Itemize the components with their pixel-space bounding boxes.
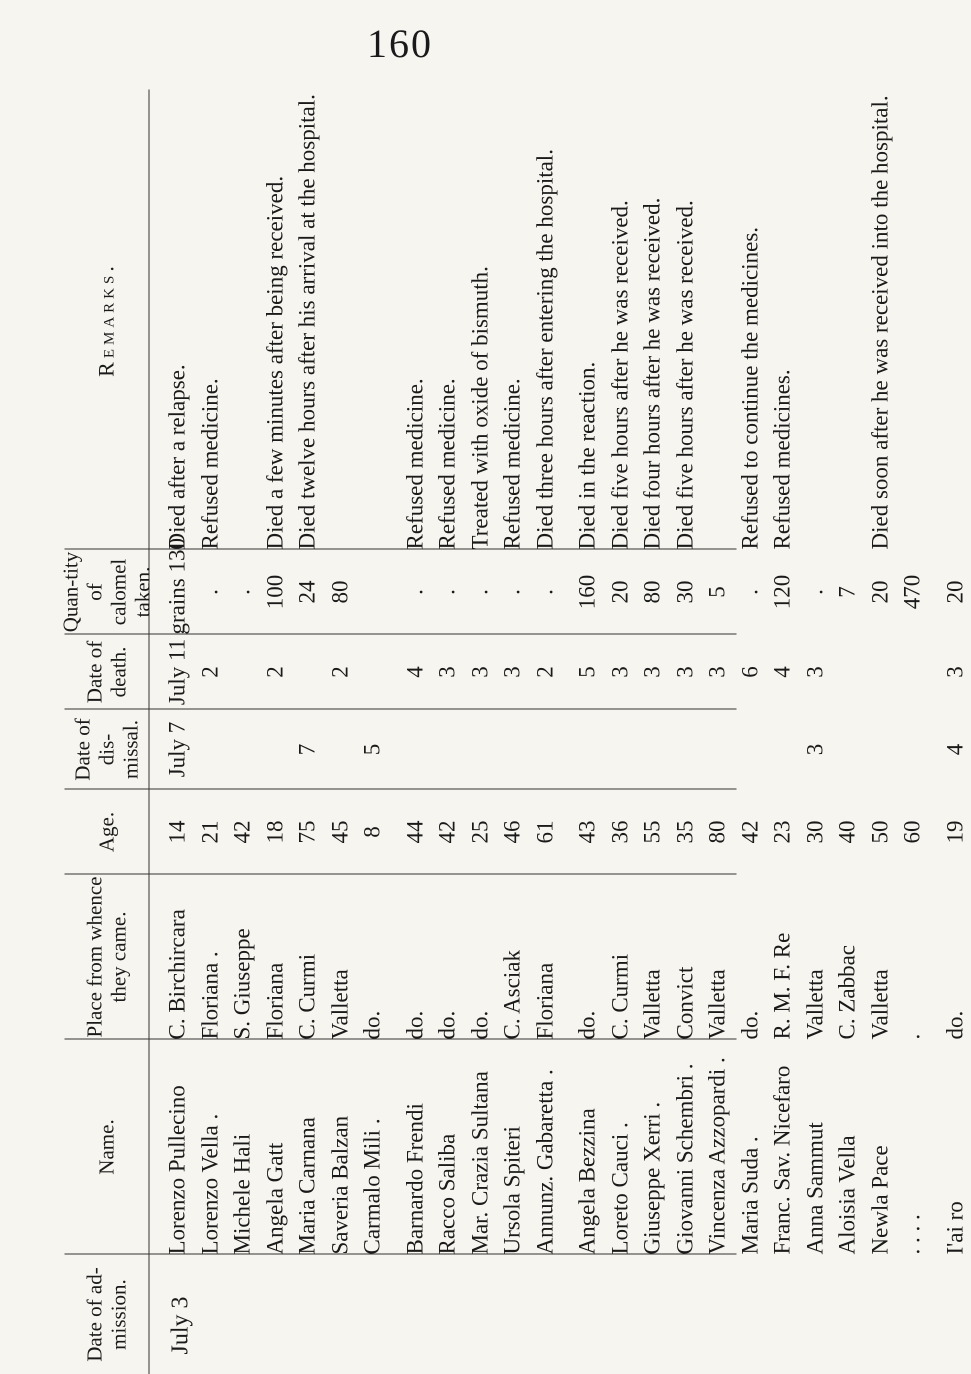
- header-age: Age.: [64, 789, 149, 874]
- cell-calomel: .: [226, 549, 259, 634]
- cell-death: 2: [529, 634, 562, 709]
- cell-dismissal: [896, 709, 929, 789]
- cell-age: 61: [529, 789, 562, 874]
- cell-age: 45: [324, 789, 357, 874]
- column-body-dismissal: [149, 709, 971, 789]
- patient-register-table: [64, 89, 736, 1374]
- row-group: [571, 634, 929, 709]
- cell-remarks: Died twelve hours after his arrival at the hospital.: [291, 89, 324, 549]
- column-death: [64, 633, 736, 709]
- cell-calomel: 470: [896, 549, 929, 634]
- cell-remarks: Died five hours after he was received.: [604, 89, 637, 549]
- cell-dismissal: [604, 709, 637, 789]
- cell-dismissal: [324, 709, 357, 789]
- column-body-age: [149, 789, 971, 874]
- column-body-place: [149, 874, 971, 1039]
- row-group: [571, 89, 929, 549]
- column-calomel: [64, 548, 736, 634]
- cell-remarks: Refused medicine.: [399, 89, 432, 549]
- cell-calomel: .: [799, 549, 832, 634]
- cell-death: 3: [431, 634, 464, 709]
- cell-place: Floriana: [259, 874, 292, 1039]
- cell-place: C. Curmi: [291, 874, 324, 1039]
- cell-name: Anna Sammut: [799, 1039, 832, 1254]
- cell-remarks: [799, 89, 832, 549]
- cell-calomel: 100: [259, 549, 292, 634]
- cell-remarks: Refused to continue the medicines.: [734, 89, 767, 549]
- cell-dismissal: July 7: [161, 709, 194, 789]
- cell-remarks: Refused medicines.: [766, 89, 799, 549]
- cell-remarks: Refused medicine.: [194, 89, 227, 549]
- row-group: [939, 709, 971, 789]
- cell-name: Angela Gatt: [259, 1039, 292, 1254]
- cell-place: C. Zabbac: [831, 874, 864, 1039]
- row-group: [939, 874, 971, 1039]
- row-group: [161, 634, 389, 709]
- column-body-name: [149, 1039, 971, 1254]
- cell-calomel: [356, 549, 389, 634]
- header-name: Name.: [64, 1039, 149, 1254]
- cell-age: 50: [864, 789, 897, 874]
- row-group: [161, 789, 389, 874]
- column-admission: [64, 1253, 736, 1374]
- cell-remarks: Died four hours after he was received.: [636, 89, 669, 549]
- cell-place: C. Asciak: [496, 874, 529, 1039]
- cell-name: Mar. Crazia Sultana: [464, 1039, 497, 1254]
- cell-remarks: [831, 89, 864, 549]
- cell-name: I'ai ro: [939, 1039, 971, 1254]
- cell-name: Annunz. Gabaretta .: [529, 1039, 562, 1254]
- cell-place: Valletta: [799, 874, 832, 1039]
- cell-death: [291, 634, 324, 709]
- cell-dismissal: [431, 709, 464, 789]
- cell-place: S. Giuseppe: [226, 874, 259, 1039]
- cell-name: Lorenzo Vella .: [194, 1039, 227, 1254]
- cell-place: do.: [399, 874, 432, 1039]
- cell-remarks: [324, 89, 357, 549]
- cell-remarks: Died a few minutes after being received.: [259, 89, 292, 549]
- row-group: [161, 1039, 389, 1254]
- cell-age: 40: [831, 789, 864, 874]
- cell-death: 2: [324, 634, 357, 709]
- cell-calomel: .: [464, 549, 497, 634]
- cell-name: Barnardo Frendi: [399, 1039, 432, 1254]
- cell-death: 2: [259, 634, 292, 709]
- cell-age: 18: [259, 789, 292, 874]
- cell-dismissal: [734, 709, 767, 789]
- cell-place: Convict: [669, 874, 702, 1039]
- cell-remarks: [701, 89, 734, 549]
- header-calomel: Quan-tity of calomel taken.: [64, 549, 149, 634]
- cell-calomel: 80: [636, 549, 669, 634]
- cell-place: do.: [431, 874, 464, 1039]
- cell-remarks: Died three hours after entering the hospital.: [529, 89, 562, 549]
- column-name: [64, 1038, 736, 1254]
- cell-calomel: 7: [831, 549, 864, 634]
- cell-remarks: Refused medicine.: [431, 89, 464, 549]
- row-group: [939, 1039, 971, 1254]
- cell-remarks: Died in the reaction.: [571, 89, 604, 549]
- column-place: [64, 873, 736, 1039]
- cell-calomel: 80: [324, 549, 357, 634]
- cell-age: 35: [669, 789, 702, 874]
- cell-dismissal: 3: [799, 709, 832, 789]
- header-death: Date of death.: [64, 634, 149, 709]
- cell-death: 3: [669, 634, 702, 709]
- cell-dismissal: [571, 709, 604, 789]
- cell-remarks: Died soon after he was received into the hospital.: [864, 89, 897, 549]
- cell-dismissal: [831, 709, 864, 789]
- cell-place: Valletta: [864, 874, 897, 1039]
- cell-place: do.: [939, 874, 971, 1039]
- cell-dismissal: [864, 709, 897, 789]
- cell-name: Maria Carnana: [291, 1039, 324, 1254]
- cell-death: July 11: [161, 634, 194, 709]
- cell-death: [356, 634, 389, 709]
- cell-calomel: .: [431, 549, 464, 634]
- header-remarks: Remarks.: [64, 89, 149, 549]
- column-remarks: [64, 89, 736, 549]
- row-group: [939, 634, 971, 709]
- cell-death: 6: [734, 634, 767, 709]
- cell-calomel: .: [194, 549, 227, 634]
- cell-death: [896, 634, 929, 709]
- cell-name: Aloisia Vella: [831, 1039, 864, 1254]
- cell-place: Floriana .: [194, 874, 227, 1039]
- cell-name: . . . .: [896, 1039, 929, 1254]
- header-admission: Date of ad-mission.: [64, 1254, 149, 1374]
- column-body-remarks: [149, 89, 971, 549]
- cell-name: Maria Suda .: [734, 1039, 767, 1254]
- cell-dismissal: [259, 709, 292, 789]
- cell-death: 4: [399, 634, 432, 709]
- row-group: [571, 709, 929, 789]
- cell-dismissal: [399, 709, 432, 789]
- cell-calomel: 24: [291, 549, 324, 634]
- cell-calomel: 20: [864, 549, 897, 634]
- cell-death: 3: [496, 634, 529, 709]
- cell-age: 14: [161, 789, 194, 874]
- cell-calomel: 5: [701, 549, 734, 634]
- cell-calomel: 20: [939, 549, 971, 634]
- cell-place: do.: [464, 874, 497, 1039]
- cell-remarks: [226, 89, 259, 549]
- cell-place: Floriana: [529, 874, 562, 1039]
- cell-calomel: grains 130: [161, 549, 194, 634]
- row-group: [161, 874, 389, 1039]
- cell-age: 80: [701, 789, 734, 874]
- cell-age: 21: [194, 789, 227, 874]
- cell-dismissal: [766, 709, 799, 789]
- row-group: [399, 874, 562, 1039]
- row-group: [399, 634, 562, 709]
- row-group: [571, 1039, 929, 1254]
- row-group: [161, 709, 389, 789]
- column-dismissal: [64, 708, 736, 789]
- cell-name: Franc. Sav. Nicefaro: [766, 1039, 799, 1254]
- cell-calomel: .: [399, 549, 432, 634]
- cell-place: .: [896, 874, 929, 1039]
- cell-calomel: 20: [604, 549, 637, 634]
- cell-dismissal: 7: [291, 709, 324, 789]
- row-group: [571, 874, 929, 1039]
- cell-death: 3: [636, 634, 669, 709]
- cell-remarks: Refused medicine.: [496, 89, 529, 549]
- cell-remarks: Treated with oxide of bismuth.: [464, 89, 497, 549]
- cell-place: Valletta: [324, 874, 357, 1039]
- row-group: [161, 549, 389, 634]
- cell-name: Vincenza Azzopardi .: [701, 1039, 734, 1254]
- cell-name: Michele Hali: [226, 1039, 259, 1254]
- cell-age: 30: [799, 789, 832, 874]
- cell-name: Angela Bezzina: [571, 1039, 604, 1254]
- cell-remarks: Died five hours after he was received.: [669, 89, 702, 549]
- cell-remarks: Died after a relapse.: [161, 89, 194, 549]
- row-group: [399, 789, 562, 874]
- cell-dismissal: [496, 709, 529, 789]
- cell-calomel: 120: [766, 549, 799, 634]
- cell-name: Loreto Cauci .: [604, 1039, 637, 1254]
- cell-age: 46: [496, 789, 529, 874]
- cell-name: Giuseppe Xerri .: [636, 1039, 669, 1254]
- cell-dismissal: [636, 709, 669, 789]
- row-group: [399, 709, 562, 789]
- cell-name: Ursola Spiteri: [496, 1039, 529, 1254]
- cell-remarks: [939, 89, 971, 549]
- cell-death: 4: [766, 634, 799, 709]
- cell-calomel: 160: [571, 549, 604, 634]
- cell-remarks: [356, 89, 389, 549]
- row-group: [939, 89, 971, 549]
- cell-dismissal: [464, 709, 497, 789]
- column-body-death: [149, 634, 971, 709]
- cell-dismissal: [226, 709, 259, 789]
- row-group: [399, 89, 562, 549]
- cell-age: 8: [356, 789, 389, 874]
- cell-name: Giovanni Schembri .: [669, 1039, 702, 1254]
- header-dismissal: Date of dis-missal.: [64, 709, 149, 789]
- page-number: 160: [0, 20, 800, 67]
- cell-death: 2: [194, 634, 227, 709]
- cell-place: do.: [734, 874, 767, 1039]
- cell-place: do.: [571, 874, 604, 1039]
- cell-calomel: .: [496, 549, 529, 634]
- header-place: Place from whence they came.: [64, 874, 149, 1039]
- cell-name: Saveria Balzan: [324, 1039, 357, 1254]
- cell-age: 60: [896, 789, 929, 874]
- cell-name: Lorenzo Pullecino: [161, 1039, 194, 1254]
- cell-death: 3: [604, 634, 637, 709]
- row-group: [571, 789, 929, 874]
- cell-name: Newla Pace: [864, 1039, 897, 1254]
- cell-calomel: .: [734, 549, 767, 634]
- cell-dismissal: [194, 709, 227, 789]
- cell-name: Carmalo Mili .: [356, 1039, 389, 1254]
- cell-dismissal: [669, 709, 702, 789]
- cell-death: 3: [701, 634, 734, 709]
- cell-remarks: [896, 89, 929, 549]
- cell-dismissal: [529, 709, 562, 789]
- row-group: [571, 549, 929, 634]
- cell-age: 19: [939, 789, 971, 874]
- row-group: [939, 549, 971, 634]
- cell-place: C. Birchircara: [161, 874, 194, 1039]
- cell-age: 42: [226, 789, 259, 874]
- cell-age: 42: [431, 789, 464, 874]
- cell-age: 25: [464, 789, 497, 874]
- cell-dismissal: [701, 709, 734, 789]
- cell-age: 55: [636, 789, 669, 874]
- cell-death: 5: [571, 634, 604, 709]
- cell-age: 44: [399, 789, 432, 874]
- cell-dismissal: 5: [356, 709, 389, 789]
- cell-age: 36: [604, 789, 637, 874]
- row-group: [399, 549, 562, 634]
- cell-place: R. M. F. Re: [766, 874, 799, 1039]
- column-body-admission: [149, 1254, 161, 1374]
- cell-death: [864, 634, 897, 709]
- row-group: [399, 1039, 562, 1254]
- cell-death: 3: [939, 634, 971, 709]
- cell-death: [831, 634, 864, 709]
- row-group: [161, 89, 389, 549]
- cell-place: C. Curmi: [604, 874, 637, 1039]
- cell-dismissal: 4: [939, 709, 971, 789]
- row-group: [939, 789, 971, 874]
- cell-death: 3: [464, 634, 497, 709]
- cell-death: 3: [799, 634, 832, 709]
- cell-age: 43: [571, 789, 604, 874]
- cell-calomel: 30: [669, 549, 702, 634]
- column-body-calomel: [149, 549, 971, 634]
- cell-age: 23: [766, 789, 799, 874]
- cell-place: Valletta: [636, 874, 669, 1039]
- cell-age: 75: [291, 789, 324, 874]
- cell-death: [226, 634, 259, 709]
- column-age: [64, 788, 736, 874]
- cell-age: 42: [734, 789, 767, 874]
- cell-name: Racco Saliba: [431, 1039, 464, 1254]
- admission-date: July 3: [167, 1296, 194, 1354]
- cell-place: Valletta: [701, 874, 734, 1039]
- cell-calomel: .: [529, 549, 562, 634]
- cell-place: do.: [356, 874, 389, 1039]
